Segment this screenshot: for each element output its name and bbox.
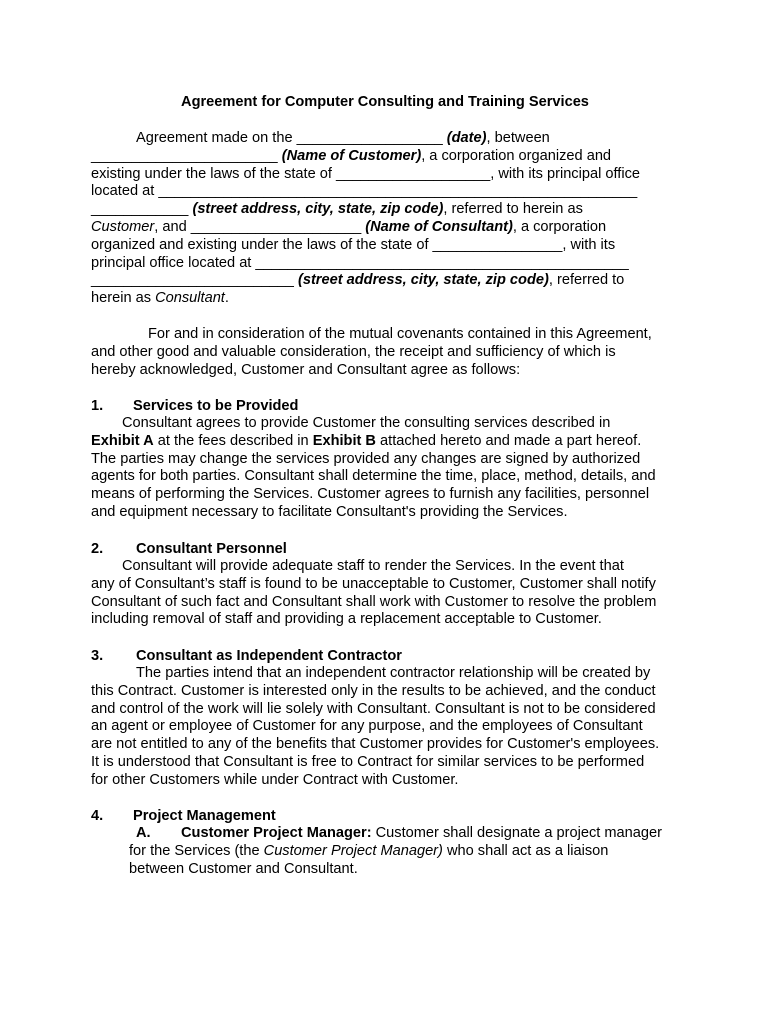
section-line: this Contract. Customer is interested only in the results to be achieved, and the conduct	[91, 682, 656, 699]
section-3-heading: 3. Consultant as Independent Contractor	[91, 648, 402, 664]
section-line: It is understood that Consultant is free to Contract for similar services to be performed	[91, 753, 645, 770]
intro-line: Agreement made on the __________________ (date), between	[136, 130, 550, 146]
intro-line: principal office located at ______________________________________________	[91, 254, 629, 271]
intro-line: _______________________ (Name of Customer), a corporation organized and	[91, 147, 612, 164]
consideration-line: hereby acknowledged, Customer and Consultant agree as follows:	[91, 361, 521, 378]
section-line: Consultant of such fact and Consultant shall work with Customer to resolve the problem	[91, 593, 657, 610]
section-line: and equipment necessary to facilitate Consultant's providing the Services.	[91, 503, 568, 520]
section-1-heading: 1. Services to be Provided	[91, 398, 299, 414]
section-4-heading: 4. Project Management	[91, 808, 276, 824]
subsection-line: between Customer and Consultant.	[129, 860, 358, 877]
intro-line: existing under the laws of the state of ___________________, with its principal office	[91, 165, 640, 182]
section-line: means of performing the Services. Customer agrees to furnish any facilities, personnel	[91, 486, 650, 503]
section-2-heading: 2. Consultant Personnel	[91, 541, 287, 557]
document-title: Agreement for Computer Consulting and Training Services	[181, 94, 589, 110]
section-line: for other Customers while under Contract with Customer.	[91, 771, 459, 788]
section-line: The parties intend that an independent contractor relationship will be created by	[136, 665, 651, 681]
intro-line: located at ___________________________________________________________	[91, 183, 638, 200]
section-line: The parties may change the services provided any changes are signed by authorized	[91, 450, 641, 467]
section-line: including removal of staff and providing a replacement acceptable to Customer.	[91, 611, 602, 628]
section-line: are not entitled to any of the benefits that Customer provides for Customer's employees.	[91, 736, 660, 753]
section-line: Consultant will provide adequate staff to render the Services. In the event that	[122, 558, 624, 574]
consideration-paragraph	[91, 326, 691, 379]
consideration-line: For and in consideration of the mutual covenants contained in this Agreement,	[148, 326, 652, 342]
subsection-line: A. Customer Project Manager: Customer shall designate a project manager	[136, 825, 662, 841]
intro-line: herein as Consultant.	[91, 290, 229, 307]
section-3-body	[91, 665, 691, 790]
intro-line: Customer, and _____________________ (Name of Consultant), a corporation	[91, 218, 607, 235]
subsection-line: for the Services (the Customer Project Manager) who shall act as a liaison	[129, 842, 609, 859]
intro-line: ____________ (street address, city, state, zip code), referred to herein as	[91, 201, 583, 218]
section-line: agents for both parties. Consultant shall determine the time, place, method, details, and	[91, 468, 656, 485]
section-line: Exhibit A at the fees described in Exhibit B attached hereto and made a part hereof.	[91, 432, 642, 449]
section-4-subsection-a	[129, 825, 689, 878]
intro-line: organized and existing under the laws of the state of ________________, with its	[91, 236, 616, 253]
section-2-body	[91, 558, 691, 629]
section-line: an agent or employee of Customer for any purpose, and the employees of Consultant	[91, 718, 643, 735]
section-line: Consultant agrees to provide Customer the consulting services described in	[122, 415, 611, 431]
section-line: any of Consultant’s staff is found to be unacceptable to Customer, Customer shall notify	[91, 575, 656, 592]
intro-line: _________________________ (street address, city, state, zip code), referred to	[91, 272, 625, 289]
intro-paragraph	[91, 130, 691, 308]
section-1-body	[91, 415, 691, 522]
consideration-line: and other good and valuable consideration, the receipt and sufficiency of which is	[91, 343, 616, 360]
section-line: and control of the work will lie solely with Consultant. Consultant is not to be considered	[91, 700, 656, 717]
